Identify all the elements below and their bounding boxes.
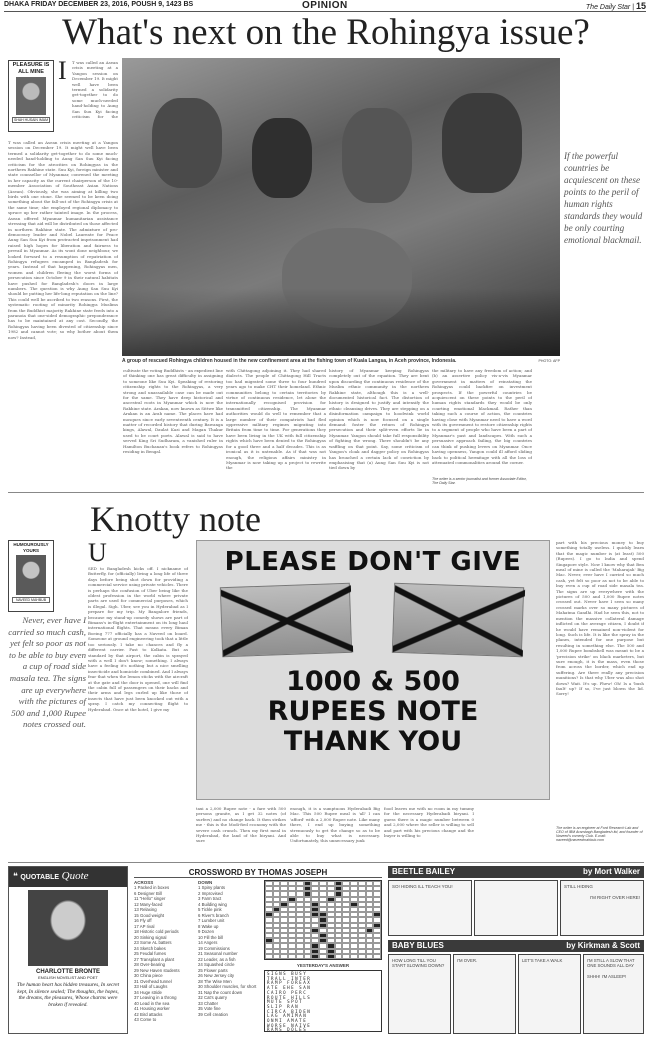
baby-panel-4	[583, 954, 644, 1034]
bronte-portrait	[28, 890, 108, 966]
col1-text-a: T was called an Asean crisis meeting at a Yangon session on December 19. It might well have been termed a solidarity get-together to do some much-needed hand-holding to Aung San Suu Kyi facing criticism for the	[72, 60, 118, 120]
across-clues	[134, 880, 194, 1034]
author-byline: SHAH HUSAIN IMAM	[13, 118, 49, 122]
quote-label2: Quote	[61, 870, 89, 882]
down-clue: 22 Leader, as a fish	[198, 956, 236, 962]
column-box-2	[8, 540, 54, 612]
answer-row: RAMP FOREAX	[267, 980, 312, 986]
across-clue: 33 Hall of Laughs	[134, 984, 168, 989]
edition-date	[4, 1, 193, 8]
down-clue: 31 Nap the count down	[198, 989, 243, 995]
grid-cell[interactable]	[335, 954, 343, 959]
across-clue: 40 Lead in the sea	[134, 1000, 170, 1006]
beetle-panel-1	[388, 880, 472, 936]
across-clue: 18 Historic cold periods	[134, 929, 179, 934]
down-clue: 32 Cat's quarry	[198, 995, 228, 1000]
article1-col3	[226, 368, 326, 486]
quotable-box	[8, 866, 128, 1034]
answer-row: CAIRO PERC	[267, 989, 308, 995]
column-title: PLEASURE IS ALL MINE	[12, 62, 50, 75]
baby-blues-header	[388, 940, 644, 952]
down-clue: 33 Chatter	[198, 1000, 219, 1006]
down-clue: 19 Commissions	[198, 945, 230, 951]
sign-line2: 1000 & 500	[286, 666, 460, 697]
down-clue: 26 New Jersey city	[198, 973, 235, 978]
answer-row: SLIP RAN	[267, 1003, 300, 1009]
answer-label: YESTERDAY'S ANSWER	[296, 963, 350, 968]
across-clue: 27 Transplant a plant	[134, 956, 175, 962]
crossword-grid[interactable]	[264, 880, 382, 960]
article2-col5	[556, 540, 644, 822]
down-clue: 1 Spiny plants	[198, 885, 225, 890]
col2-text: cultivate the voting Buddhists - an expedient line of thinking one has great difficulty in assigning to someone like Suu Kyi. Speaking of restoring citizenship rights to the Rohingyas, a very strong and unassailable case can be made out for the same. They have deep historical and ancestral roots in Myanmar which is now the Rakhine state. Arakan, now known as Sittwe like Arakan is an Arab name. The places have had mosques since early seventeenth century. It is a matter of recorded history that during Bawanga kings, Alawal, Daulat Kazi and Magan Thakur used to be court poets. Alawal is said to have served King Sri Sudharam, a vanished ruler in Hamilton Buchanan's book refers to Rohingyas residing in Bengal.	[123, 368, 223, 455]
note-right	[392, 583, 524, 657]
strip1-title: BEETLE BAILEY	[392, 867, 456, 876]
across-clue: 43 Come to	[134, 1017, 157, 1022]
down-clue: 21 Seasonal number	[198, 951, 238, 956]
baby-bubble-2: I'M OVER.	[457, 958, 478, 963]
headline-rohingya: What's next on the Rohingya issue?	[62, 12, 590, 53]
answer-grid	[264, 970, 382, 1032]
down-clue: 2 Improvised	[198, 890, 223, 896]
grid-cell[interactable]	[280, 954, 288, 959]
baby-panel-3	[518, 954, 581, 1034]
beetle-panel-3	[560, 880, 644, 936]
down-clue: 28 The Wise Men	[198, 978, 232, 984]
across-clue: 11 "Hello" singer	[134, 896, 166, 901]
baby-panel-2	[453, 954, 516, 1034]
grid-cell[interactable]	[265, 954, 273, 959]
article2-author-note: The writer is an engineer at Ford Research Lab and CEO of IBM Arambagh Bangladesh ltd, and founder of Naveed's comedy Club. E-mail: naveed@naveedmahbub.com	[556, 826, 643, 842]
down-clue: 25 Flower parts	[198, 967, 228, 973]
across-clue: 25 Feudal fumes	[134, 951, 167, 956]
baby-panel-1	[388, 954, 451, 1034]
quote-name: CHARLOTTE BRONTE	[36, 969, 100, 975]
beetle-bubble-3: I'M RIGHT OVER HERE!	[589, 895, 640, 900]
across-clue: 29 New Haven students	[134, 967, 180, 973]
grid-cell[interactable]	[296, 954, 304, 959]
grid-cell[interactable]	[342, 954, 350, 959]
across-clue: 12 Many-faced	[134, 901, 163, 907]
author-photo	[16, 77, 46, 115]
answer-row: RAMS DOLES	[267, 1027, 308, 1032]
grid-cell[interactable]	[273, 954, 281, 959]
across-clue: 16 Fly off	[134, 918, 152, 923]
down-clue: 39 Cell creation	[198, 1011, 228, 1017]
answer-row: LAG AMIMAN	[267, 1013, 308, 1019]
across-clue: 17 AP rival	[134, 923, 155, 929]
paper-page: The Daily Star | 15	[585, 1, 646, 11]
down-clue: 9 Dozen	[198, 929, 215, 934]
article1-col1-top	[72, 60, 118, 120]
a2-col2-text: taxi a 2,000 Rupee note - a fare with 500 persons granite, as I get 32 notes (of surfers) and no change back. It then strikes me - this is the Modi-fied economy with the severe cash crunch. Then my first meal in Hyderabad, the land of the biryani. And sure	[196, 806, 286, 844]
quote-text: The human heart has hidden treasures, In secret kept, In silence sealed; The thoughts, the hopes, the dreams, the pleasures, Whose charms were broken if revealed.	[16, 982, 120, 1008]
quote-role: ENGLISH NOVELIST AND POET	[38, 975, 98, 980]
answer-row: ATE EHE SAN	[267, 985, 312, 991]
answer-row: WORSE NAIVE	[267, 1022, 312, 1028]
answer-row: MUTE SPOT	[267, 999, 304, 1005]
dropcap: I	[58, 56, 67, 85]
col5-text: the military to have any freedom of action; and (b) an assertive policy vis-a-vis Myanmar government in matters of reinstating the Rohingyas could backfire on investment prospects. If the powerful countries be acquiescent on these points to the peril of human rights standards they would be only courting emotional blackmail. Rather than taking such a course of action, the countries having close with Myanmar need to have a word with its government to restore citizenship rights to a segment of people who have been a part of Myanmar's past and landscapes. With such a persuasive approach failing, the big countries can think of pushing levers on Myanmar. Once having openness, Yangon could ill afford sliding back to political hermitage with all the loss of attenuated commonalities around the corner.	[432, 368, 532, 465]
grid-cell[interactable]	[373, 954, 381, 959]
dropcap-2: U	[88, 538, 107, 567]
article1-col5	[432, 368, 532, 474]
col1-text: T was called an Asean crisis meeting at a Yangon session on December 19. It might well have been termed a solidarity get-together to do some much-needed hand-holding to Aung San Suu Kyi facing criticism for the atrocities on Rohingyas in the northern Rakhine state. Suu Kyi, foreign minister and state counsellor of Myanmar, convened the meeting in her capacity as the current chairperson of the 10-member Association of Southeast Asian Nations (Asean). Obviously, she was aiming at killing two birds with one stone. She seemed to be keen doing something about the fall-out of the Rohingya crisis at the same time; she employed regional diplomacy to spruce up her rather tainted image. In the process, Asean offered Myanmar humanitarian assistance stressing that aid will be distributed on those affected in northern Rakhine state. The admixture of pro-democracy leader and Nobel Laureate for Peace Aung San Suu Kyi from protracted imprisonment had raised high hopes for liberation and fairness to prevail in Myanmar. As its wont done neighbour, we looked forward to a resumption of repatriation of Rohingya refugees encamped in Bangladesh for years. Instead of that happening, Rohingyas men, women and children fleeing the worst forms of persecution since October 9 in their natural habitats have pushed for Bangladesh's doors in large numbers. The question is why Aung San Suu Kyi should be putting her life-long reputation on the line? This could well be ascribed to two reasons. First, the systematic rooting of minority Rohingya Muslims from the Buddhist majority Rakhine state feeds into a paranoia that one-sided demographic preponderance has to be maintained at any cost. Secondly, the Rohingyas having been divested of citizenship since 1982 and cannot vote; so why bother about them now? Instead,	[8, 140, 118, 340]
grid-cell[interactable]	[319, 954, 327, 959]
pull-quote-knotty: Never, ever have I carried so much cash, yet felt so poor as not to be able to buy even a cup of road side masala tea. The signs are up everywhere with the pictures of 500 and 1,000 Rupee notes crossed out.	[8, 615, 86, 730]
baby-bubble-3: LET'S TAKE A WALK	[522, 958, 563, 963]
answer-row: ONMI AMATE	[267, 1018, 308, 1024]
down-clue: 4 Building wing	[198, 901, 227, 907]
date: FRIDAY DECEMBER 23, 2016, POUSH 9, 1423 BS	[30, 1, 194, 8]
sign-line4: THANK YOU	[283, 726, 463, 757]
down-clue: 3 Farm tract	[198, 896, 222, 901]
beetle-bubble-1: SO! HIDING ILL TEACH YOU!	[392, 884, 453, 889]
quotable-header	[9, 867, 127, 887]
across-clue: 13 Relaxing	[134, 907, 157, 912]
cross-right	[393, 584, 525, 658]
beetle-bailey-header	[388, 866, 644, 878]
grid-cell[interactable]	[311, 954, 319, 959]
down-clue: 24 Squashed circle	[198, 962, 235, 967]
grid-cell[interactable]	[288, 954, 296, 959]
sign-line3: RUPEES NOTE	[267, 696, 479, 727]
sign-line1: PLEASE DON'T GIVE	[224, 547, 522, 577]
quote-mark-icon: ❝	[13, 871, 21, 881]
banknotes	[197, 577, 549, 667]
page-number: 15	[635, 1, 646, 11]
down-label: DOWN	[198, 880, 213, 885]
answer-row: CIRCA BIDEN	[267, 1008, 312, 1014]
divider-2	[8, 862, 644, 863]
author-photo-2	[16, 555, 46, 595]
answer-row: ROUTE HILLS	[267, 994, 312, 1000]
column-box	[8, 60, 54, 132]
across-clue: 6 Designer Bill	[134, 890, 162, 896]
down-clue: 8 Wake up	[198, 923, 219, 929]
across-clue: 23 Some AL batters	[134, 940, 172, 945]
across-clue: 37 Leaving in a throng	[134, 995, 177, 1000]
strip2-author: by Kirkman & Scott	[566, 941, 640, 950]
article1-col4	[329, 368, 429, 486]
crossword-title: CROSSWORD BY THOMAS JOSEPH	[134, 868, 382, 878]
beetle-bubble-2: STILL HIDING	[564, 884, 593, 889]
article1-col1	[8, 140, 118, 450]
rupee-sign-photo	[196, 540, 550, 800]
column-title-2: HUMOUROUSLY YOURS	[13, 542, 49, 553]
across-clue: 20 Sinking signal	[134, 934, 167, 940]
a2-col4-text: food leaves me with no room in my tummy for the necessary Hyderabadi biryani. I guess there is a magic number between 0 and 2,000 where the seller is willing to sell and part with his precious change and the buyer is willing to	[384, 806, 474, 839]
grid-cell[interactable]	[366, 954, 374, 959]
down-clue: 30 Shoulder muscles, for short	[198, 984, 257, 989]
article1-author-note: The writer is a senior journalist and former Associate Editor, The Daily Star.	[432, 477, 527, 485]
down-clue: 35 Vote fine	[198, 1006, 221, 1011]
strip1-author: by Mort Walker	[582, 867, 640, 876]
divider	[8, 492, 644, 493]
quotable-label: QUOTABLE	[20, 874, 60, 881]
down-clue: 10 Fill the bill	[198, 934, 224, 940]
across-clue: 30 China piece	[134, 973, 163, 978]
grid-cell[interactable]	[350, 954, 358, 959]
across-label: ACROSS	[134, 880, 154, 885]
down-list	[198, 885, 260, 1017]
across-clue: 31 Overhead tunnel	[134, 978, 172, 984]
article2-col4	[384, 806, 474, 866]
down-clue: 6 River's branch	[198, 912, 229, 918]
across-clue: 41 Housing worker	[134, 1006, 170, 1011]
section-title: OPINION	[302, 0, 348, 11]
col4-text: history of Myanmar keeping Rohingyas completely out of the equation. They are bent upon discarding the continuous residence of the Muslim ethnic community in the northern Rakhine state, although this is a well-documented historical fact. The distortion of history is designed to justify and intensify the ethnic cleansing drives. They are stepping on a disinformation campaign to hoodwink world opinion which is now focused on a single demand: foster the return of Rohingya persecution and their split-even efforts lie in Myanmar. Yangon should take full responsibility of fighting the wrong. There shouldn't be any waffling on that point. Say, some criticism of Yangon's cloak and dagger policy on Rohingyas has broached a certain lack of conviction by emphasising that (a) Aung San Suu Kyi is not tied down by	[329, 368, 429, 471]
across-clue: 28 Over-bearing	[134, 962, 166, 967]
col3-text: with Chittagong adjoining it. They had shared dialects. The people of Chittagong Hill Tracts too had migrated some three to four hundred years ago to make CHT their homeland. Ethnic communities belong to certain territories by virtue of continuous residence, let alone the internationally recognised provision for transmitted citizenship. The Myanmar authorities would do well to remember that a large number of their compatriots had fled oppressive military regimes migrating into Britain from time to time. For generations they have been living in the UK with full citizenship rights which have been denied to the Rohingyas for a good three and a half decades. This is as ironical as it is untenable. As if that was not enough, the religious affairs ministry in Myanmar is now taking up a project to rewrite the	[226, 368, 326, 471]
baby-bubble-1: HOW LONG TILL YOU START SLOWING DOWN?	[392, 958, 445, 968]
edition: DHAKA	[4, 1, 30, 8]
across-clue: 42 Bird attacks	[134, 1011, 163, 1017]
beetle-panel-2	[474, 880, 558, 936]
across-clue: 34 Huge stride	[134, 989, 162, 995]
article2-col2	[196, 806, 286, 866]
author-byline-2: NAVEED MAHBUB	[12, 597, 50, 603]
answer-row: TRALL INTER	[267, 975, 312, 981]
note-left	[220, 583, 352, 657]
answer-row: SIGNS BUSY	[267, 971, 308, 976]
photo-credit: PHOTO: AFP	[538, 359, 560, 363]
article1-col2	[123, 368, 223, 486]
headline-knotty-note: Knotty note	[90, 499, 261, 539]
baby-bubble-4: I'M STILL A SLOW THAT ONE SOUNDS ALL DAY	[587, 958, 635, 968]
down-clue: 7 Lumber unit	[198, 918, 225, 923]
grid-cell[interactable]	[327, 954, 335, 959]
article2-col3	[290, 806, 380, 866]
grid-cell[interactable]	[304, 954, 312, 959]
baby-bubble-5: SHHH! I'M ASLEEP!	[587, 974, 627, 979]
across-clue: 1 Packed in boxes	[134, 885, 170, 890]
a2-col3-text: enough, it is a sumptuous Hyderabadi Big Mac. This 500 Rupee meal is 'all' I can 'afford' with a 2,000 Rupee note. Like many there, I end up buying something strenuously to get the change so as to be able to buy what is necessary. Unfortunately, this unnecessary junk	[290, 806, 380, 844]
down-clues	[198, 880, 260, 1034]
rohingya-children-photo	[122, 58, 560, 356]
down-clue: 5 Tickle pink	[198, 907, 222, 912]
a2-col5-text: part with his precious money to buy something totally useless. I quickly learn that the magic number is (at least) 500 (Rupees). I go to India and spend Singapore style. Now I know why that Ben meal of mine is called the 'Maharajah' Big Mac. Never, ever have I carried so much cash, yet felt so poor as not to be able to buy even a cup of road side masala tea. The signs are up everywhere with the pictures of 500 and 1,000 Rupee notes crossed out. Never have I seen so many crossed marks over so many pictures of Mahatma Gandhi. Had he seen this, not to mention the massive collateral damage inflicted on the average citizen, I doubt if he would have remained non-violent for long. Such is life. It is like the spray in the planes, intended for one purpose but resulting in something else. The 500 and 1,000 Rupee bombshell was meant to be a 'precision strike' on black marketers, but sure enough, it is the mass, even those from across the border, which end up suffering. Are there really any precision munitions? Is that why Uber was also shot down? Wait. It's up. Phew! Oh! Is a 'bush fault' up? If so, I've just blown the lid. Sorry!	[556, 540, 644, 697]
across-clue: 24 Sketch bakes	[134, 945, 166, 951]
photo-caption: A group of rescued Rohingya children housed in the new confinement area at the fishing town of Kuala Langsa, in Aceh province, Indonesia.	[122, 358, 457, 364]
down-clue: 14 Angers	[198, 940, 218, 945]
across-list	[134, 885, 194, 1023]
cross-left	[221, 584, 353, 658]
paper-name: The Daily Star	[585, 4, 631, 11]
grid-cell[interactable]	[358, 954, 366, 959]
pull-quote-rohingya: If the powerful countries be acquiescent on these points to the peril of human rights standards they would be only courting emotional blackmail.	[564, 151, 643, 245]
a2-col1-text: SED to Bangladesh kicks off. I nickname of Butterfly, for (officially) living a long life of three days before being shot down for providing a commercial service using private vehicles. There is perhaps the confusion of Uber being like the oldest profession in the world where private parts are used for commercial purposes, which is illegal. Sigh. Uber, see you in Hyderabad as I prepare for my trip. My Bangalore friends, because my stand-up comedy shows are part of Bimans's in-flight entertainment on its long haul international flights. That means every Biman Boeing 777 officially has a Naveed on board. Someone at ground engineering took that a little too seriously. I take no chances and fly a different carrier. Fast to Kolkata. But as standard by that airport, the cabin is sprayed with a well I don't know; something. I always have a feeling it's nothing but a nice smelling insecticide and homicide combined. And I always fear that when the lemon sticks with the aircraft at the gate and the door is opened, one will find the cabin full of passengers on their backs and their arms and legs curled up like those of insects that have just been knocked out with a spray. I catch my connecting flight to Hyderabad. Once at the hotel, I give my	[88, 566, 188, 712]
across-clue: 15 Good weight	[134, 912, 165, 918]
strip2-title: BABY BLUES	[392, 941, 444, 950]
